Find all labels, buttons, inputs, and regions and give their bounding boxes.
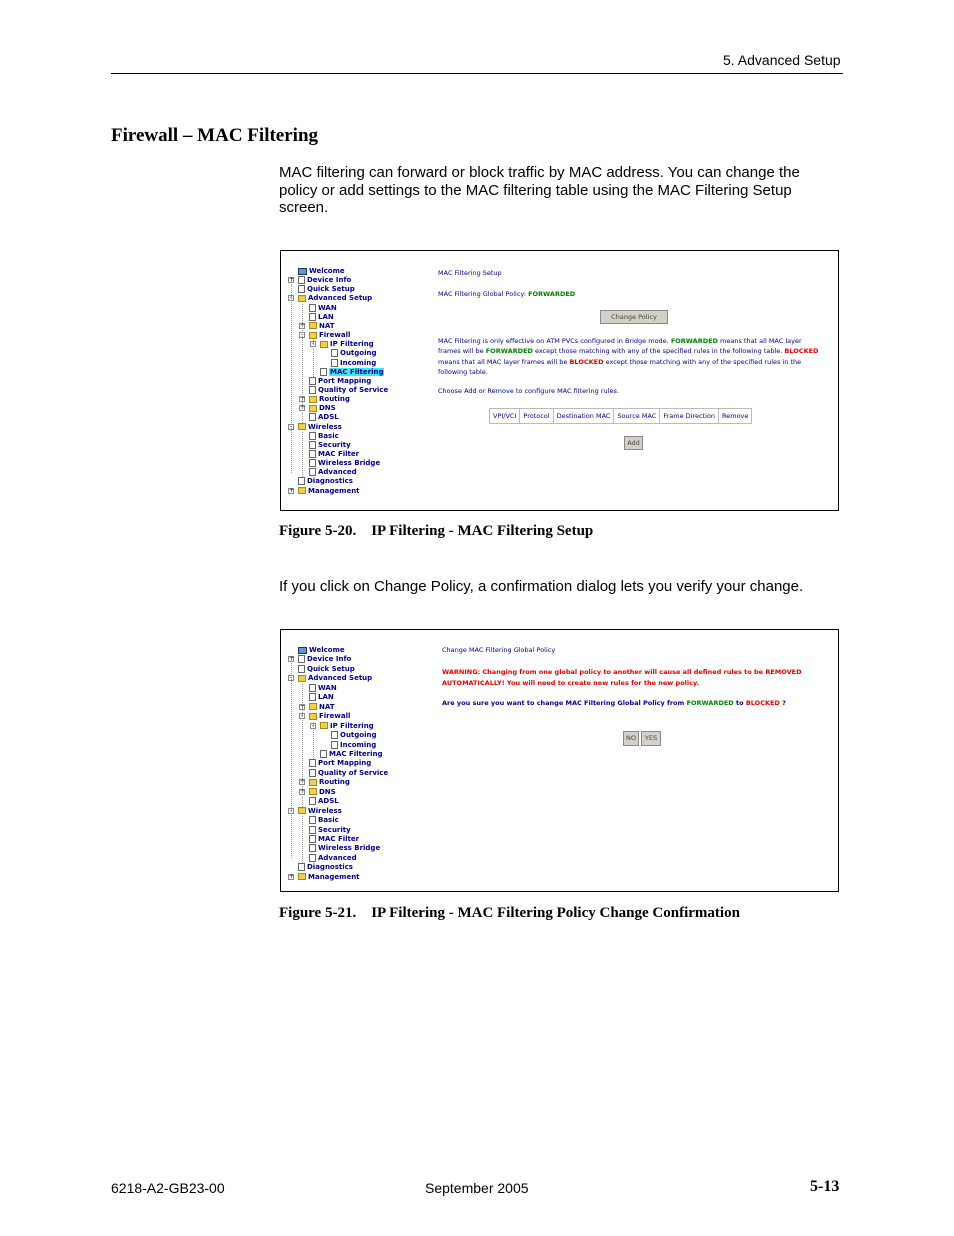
tree-item[interactable]	[309, 835, 359, 844]
page-heading: Change MAC Filtering Global Policy	[442, 646, 556, 654]
tree-item-label: MAC Filter	[318, 835, 360, 843]
tree-guide-line	[302, 816, 303, 863]
page-icon	[331, 359, 338, 367]
page-icon	[298, 655, 305, 663]
expand-icon[interactable]: +	[289, 276, 295, 284]
yes-button[interactable]: YES	[641, 731, 661, 746]
tree-item-label: LAN	[318, 312, 334, 321]
page-icon	[309, 432, 316, 440]
tree-item[interactable]	[309, 304, 337, 313]
tree-item[interactable]	[289, 486, 360, 496]
page-icon	[320, 750, 327, 758]
tree-item-label: Advanced	[318, 468, 357, 477]
tree-item[interactable]	[320, 750, 382, 759]
monitor-icon	[298, 647, 307, 654]
tree-item[interactable]	[309, 377, 371, 386]
tree-item[interactable]	[300, 321, 335, 331]
tree-item[interactable]	[289, 655, 352, 664]
tree-guide-line	[313, 722, 314, 760]
tree-item[interactable]	[289, 276, 352, 285]
tree-item[interactable]	[300, 712, 351, 721]
page-icon	[309, 441, 316, 449]
page-icon	[331, 349, 338, 357]
tree-item[interactable]	[309, 759, 371, 768]
note-text: except those matching with any of the specified rules in the following table.	[534, 347, 783, 356]
tree-item[interactable]	[289, 422, 342, 432]
expand-icon[interactable]: +	[289, 486, 295, 494]
tree-item-label: Port Mapping	[318, 759, 372, 768]
tree-item[interactable]	[331, 731, 377, 740]
tree-item-label: LAN	[318, 693, 334, 702]
tree-item[interactable]	[300, 787, 336, 797]
tree-item[interactable]	[311, 721, 374, 731]
page-icon	[309, 826, 316, 834]
section-title: Firewall – MAC Filtering	[111, 125, 319, 146]
intro-line: screen.	[279, 199, 329, 216]
tree-item[interactable]	[309, 313, 334, 322]
expand-icon[interactable]: +	[300, 404, 306, 412]
tree-item[interactable]	[300, 702, 335, 712]
tree-item-label: Port Mapping	[318, 376, 372, 385]
folder-icon	[309, 322, 317, 329]
tree-item-label: Wireless	[308, 806, 342, 815]
monitor-icon	[298, 268, 307, 275]
note-blocked: BLOCKED	[784, 347, 819, 356]
column-header: Protocol	[520, 409, 553, 424]
tree-guide-line	[291, 281, 292, 473]
page-icon	[331, 741, 338, 749]
doc-number: 6218-A2-GB23-00	[111, 1180, 225, 1196]
policy-note	[438, 336, 818, 377]
tree-item[interactable]	[298, 863, 353, 872]
collapse-icon[interactable]: -	[289, 674, 293, 682]
tree-item[interactable]	[298, 267, 345, 276]
page-icon	[309, 450, 316, 458]
tree-item-label: Diagnostics	[307, 863, 353, 872]
page-icon	[320, 368, 327, 376]
expand-icon[interactable]: +	[300, 321, 306, 329]
tree-item-label: WAN	[318, 303, 337, 312]
folder-icon	[309, 713, 317, 720]
tree-item-label: Routing	[319, 395, 350, 404]
folder-icon	[309, 788, 317, 795]
tree-guide-line	[313, 340, 314, 377]
tree-item-label: Management	[308, 486, 360, 495]
tree-item[interactable]	[298, 665, 355, 674]
tree-item-label: Quick Setup	[307, 285, 355, 294]
note-forwarded: FORWARDED	[670, 337, 718, 345]
page-number: 5-13	[810, 1178, 840, 1195]
folder-icon	[309, 703, 317, 710]
page-icon	[309, 468, 316, 476]
policy-label: MAC Filtering Global Policy:	[438, 290, 526, 298]
figure-caption: Figure 5-21. IP Filtering - MAC Filtering Policy Change Confirmation	[279, 905, 740, 921]
tree-item-label: ADSL	[318, 413, 339, 422]
tree-item[interactable]	[298, 477, 353, 486]
tree-item-label: Advanced Setup	[308, 674, 373, 683]
tree-item-label: Incoming	[340, 740, 377, 749]
tree-item-label: MAC Filtering	[330, 367, 384, 376]
figure-policy-change-confirmation	[280, 629, 839, 892]
question-forwarded: FORWARDED	[686, 699, 734, 707]
tree-item-label: DNS	[319, 787, 336, 796]
folder-icon	[309, 396, 317, 403]
tree-item[interactable]	[311, 340, 374, 349]
page-icon	[309, 386, 316, 394]
tree-item[interactable]	[300, 331, 351, 340]
tree-item[interactable]	[289, 806, 342, 816]
tree-item-label: Quality of Service	[318, 385, 389, 394]
change-policy-paragraph: If you click on Change Policy, a confirmation dialog lets you verify your change.	[279, 578, 804, 595]
intro-paragraph	[279, 164, 839, 217]
collapse-icon[interactable]: -	[311, 340, 315, 348]
tree-item-label: DNS	[319, 404, 336, 413]
page-icon	[309, 684, 316, 692]
expand-icon[interactable]: +	[289, 655, 295, 663]
collapse-icon[interactable]: -	[300, 712, 304, 720]
page-icon	[298, 863, 305, 871]
tree-item-label: MAC Filter	[318, 450, 360, 458]
tree-item-label: Quality of Service	[318, 768, 389, 777]
page-icon	[309, 377, 316, 385]
column-header: Source MAC	[614, 409, 660, 424]
tree-item[interactable]	[309, 684, 337, 693]
page-icon	[309, 797, 316, 805]
page-icon	[309, 816, 316, 824]
tree-item-label: Management	[308, 872, 360, 881]
tree-item-label: Welcome	[309, 267, 345, 275]
table-header-row	[490, 409, 752, 424]
mac-rules-table	[489, 408, 752, 424]
tree-item-label: Basic	[318, 431, 339, 440]
tree-item-label: MAC Filtering	[329, 749, 383, 758]
tree-item-label: Routing	[319, 778, 350, 787]
page-icon	[309, 759, 316, 767]
column-header: Remove	[719, 409, 752, 424]
page-icon	[298, 665, 305, 673]
folder-icon	[320, 722, 328, 729]
folder-icon	[309, 779, 317, 786]
folder-icon	[320, 341, 328, 348]
tree-item[interactable]	[309, 769, 388, 778]
tree-item[interactable]	[309, 432, 339, 441]
tree-item[interactable]	[300, 404, 336, 413]
note-blocked: BLOCKED	[569, 357, 604, 366]
tree-item-label: Advanced Setup	[308, 294, 373, 303]
page-icon	[309, 835, 316, 843]
tree-item-label: Welcome	[309, 646, 345, 654]
column-header: Frame Direction	[660, 409, 719, 424]
tree-guide-line	[302, 432, 303, 478]
expand-icon[interactable]: +	[300, 395, 306, 403]
tree-item-label: Wireless	[308, 422, 342, 431]
tree-guide-line	[302, 684, 303, 807]
add-button[interactable]: Add	[624, 436, 643, 450]
tree-item[interactable]	[320, 368, 384, 377]
folder-icon	[298, 423, 306, 430]
collapse-icon[interactable]: -	[311, 721, 315, 729]
tree-item[interactable]	[289, 872, 360, 882]
tree-item-label: Security	[318, 825, 351, 834]
tree-item-label: Quick Setup	[307, 664, 355, 673]
tree-item-label: NAT	[319, 702, 335, 711]
folder-icon	[298, 487, 306, 494]
tree-item[interactable]	[289, 294, 373, 303]
note-text: MAC Filtering is only effective on ATM PVCs configured in Bridge mode.	[438, 337, 669, 345]
collapse-icon[interactable]: -	[289, 294, 293, 302]
page-icon	[309, 459, 316, 467]
intro-line: policy or add settings to the MAC filtering table using the MAC Filtering Setup	[279, 181, 792, 199]
page-heading: MAC Filtering Setup	[438, 269, 502, 277]
global-policy-line	[438, 290, 575, 298]
tree-item-label: Advanced	[318, 853, 357, 862]
page-icon	[309, 313, 316, 321]
page-icon	[309, 413, 316, 421]
tree-item[interactable]	[289, 674, 373, 683]
tree-item[interactable]	[309, 693, 334, 702]
intro-line: MAC filtering can forward or block traffic by MAC address. You can change the	[279, 164, 800, 181]
warning-line: AUTOMATICALLY! You will need to create new rules for the new policy.	[442, 678, 700, 687]
tree-item[interactable]	[309, 826, 351, 835]
running-header: 5. Advanced Setup	[723, 52, 841, 68]
tree-item[interactable]	[309, 854, 357, 863]
expand-icon[interactable]: +	[300, 787, 306, 795]
tree-item-label: Device Info	[307, 276, 352, 285]
tree-item-label: Basic	[318, 816, 339, 825]
tree-item-label: IP Filtering	[330, 340, 374, 349]
tree-item[interactable]	[298, 646, 345, 655]
tree-item[interactable]	[309, 441, 351, 450]
figure-mac-filtering-setup	[280, 250, 839, 511]
note-text: means that all MAC layer	[720, 337, 802, 345]
tree-item-label: ADSL	[318, 797, 339, 806]
change-policy-button[interactable]: Change Policy	[600, 310, 668, 324]
warning-line: WARNING: Changing from one global policy to another will cause all defined rules to be REMOVED	[442, 668, 802, 676]
note-forwarded: FORWARDED	[485, 347, 533, 356]
page-icon	[309, 844, 316, 852]
folder-icon	[309, 405, 317, 412]
question-text: ?	[782, 699, 786, 707]
tree-item[interactable]	[300, 395, 350, 404]
tree-item[interactable]	[298, 285, 355, 294]
tree-item-label: Device Info	[307, 655, 352, 664]
no-button[interactable]: NO	[623, 731, 639, 746]
tree-item-label: Diagnostics	[307, 477, 353, 486]
tree-item-label: NAT	[319, 321, 335, 330]
tree-item[interactable]	[300, 778, 350, 787]
tree-item[interactable]	[309, 459, 380, 468]
note-text: means that all MAC layer frames will be	[438, 357, 568, 366]
question-text: to	[735, 699, 744, 707]
tree-item[interactable]	[309, 450, 359, 459]
tree-item[interactable]	[309, 816, 339, 825]
page-icon	[331, 731, 338, 739]
column-header: Destination MAC	[553, 409, 614, 424]
page-icon	[298, 285, 305, 293]
tree-item-label: WAN	[318, 683, 337, 692]
tree-item-label: Wireless Bridge	[318, 844, 381, 853]
tree-item-label: Outgoing	[340, 731, 377, 740]
collapse-icon[interactable]: -	[289, 422, 293, 430]
tree-item-label: Incoming	[340, 358, 377, 367]
confirm-question	[442, 699, 786, 707]
folder-icon	[298, 675, 306, 682]
tree-item-label: Firewall	[319, 712, 351, 721]
choose-instructions: Choose Add or Remove to configure MAC filtering rules.	[438, 387, 619, 395]
header-rule	[111, 73, 843, 74]
tree-item-label: Firewall	[319, 331, 351, 340]
folder-icon	[298, 873, 306, 880]
tree-item[interactable]	[309, 797, 339, 806]
tree-item[interactable]	[331, 359, 376, 368]
publication-date: September 2005	[425, 1180, 529, 1196]
tree-item[interactable]	[309, 386, 388, 395]
collapse-icon[interactable]: -	[300, 331, 304, 339]
note-text: frames will be	[438, 347, 484, 356]
figure-caption: Figure 5-20. IP Filtering - MAC Filtering Setup	[279, 523, 594, 539]
collapse-icon[interactable]: -	[289, 806, 293, 814]
tree-item[interactable]	[309, 468, 357, 477]
page-icon	[298, 477, 305, 485]
tree-item-label: Security	[318, 440, 351, 449]
question-blocked: BLOCKED	[745, 699, 780, 707]
page-icon	[298, 276, 305, 284]
tree-item[interactable]	[309, 844, 380, 853]
tree-item[interactable]	[331, 349, 377, 358]
expand-icon[interactable]: +	[289, 872, 295, 880]
tree-item[interactable]	[309, 413, 339, 422]
page-icon	[309, 854, 316, 862]
column-header: VPI/VCI	[490, 409, 520, 424]
folder-icon	[298, 807, 306, 814]
policy-value: FORWARDED	[528, 290, 576, 298]
page-icon	[309, 304, 316, 312]
note-text: following table.	[438, 367, 488, 376]
expand-icon[interactable]: +	[300, 702, 306, 710]
note-text: except those matching with any of the specified rules in the	[605, 357, 802, 366]
folder-icon	[309, 332, 317, 339]
page-icon	[309, 693, 316, 701]
tree-guide-line	[302, 304, 303, 423]
tree-item[interactable]	[331, 741, 376, 750]
question-text: Are you sure you want to change MAC Filtering Global Policy from	[442, 699, 685, 707]
tree-item-label: Wireless Bridge	[318, 459, 381, 468]
expand-icon[interactable]: +	[300, 778, 306, 786]
tree-guide-line	[291, 660, 292, 858]
folder-icon	[298, 295, 306, 302]
page-icon	[309, 769, 316, 777]
tree-item-label: Outgoing	[340, 349, 377, 358]
tree-item-label: IP Filtering	[330, 721, 374, 730]
warning-message	[442, 667, 801, 688]
